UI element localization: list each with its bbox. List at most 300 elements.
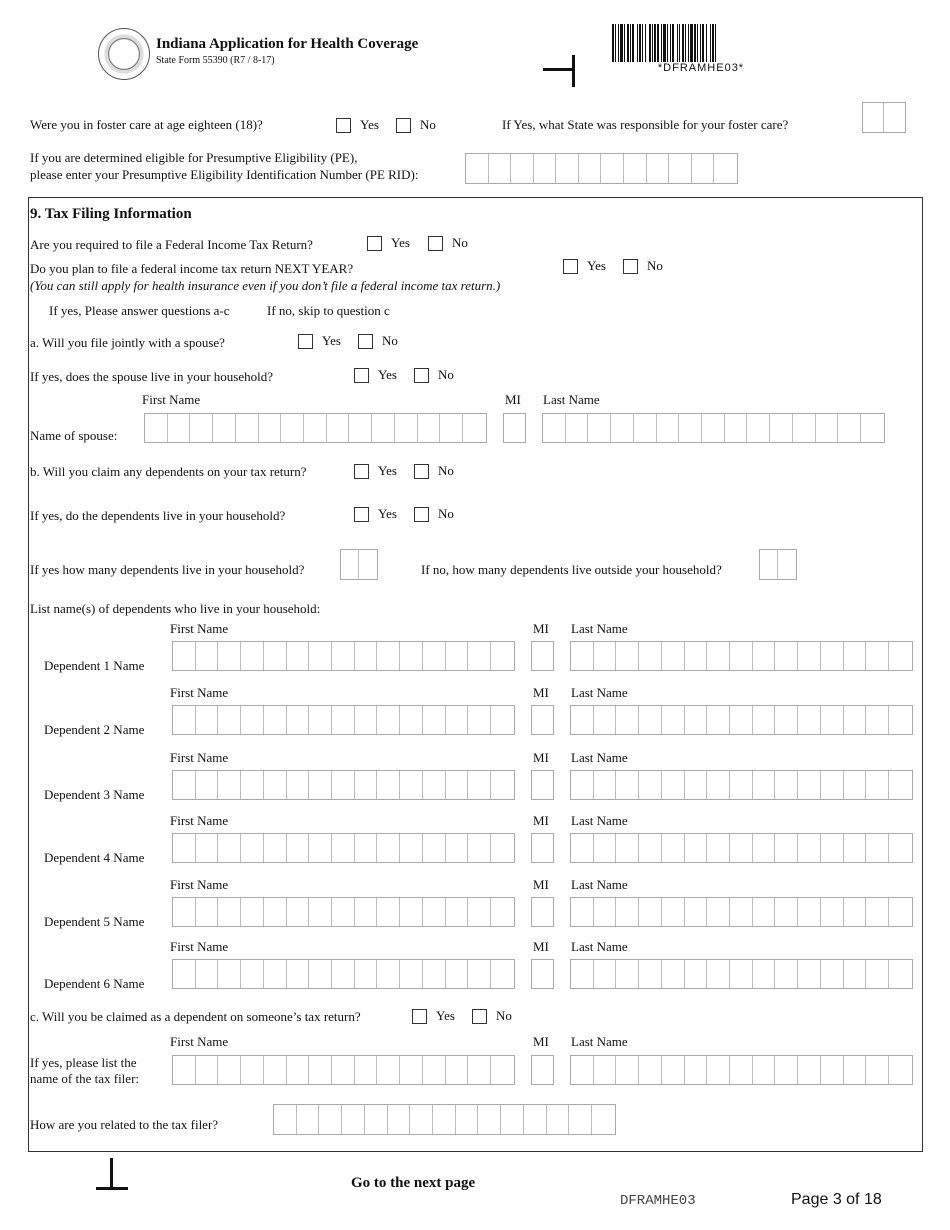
letter-cell[interactable] (532, 771, 553, 799)
letter-cell[interactable] (395, 414, 418, 442)
dependent-6-first-name-field[interactable] (172, 959, 515, 989)
filer-mi-field[interactable] (531, 1055, 554, 1085)
letter-cell[interactable] (753, 898, 776, 926)
letter-cell[interactable] (418, 414, 441, 442)
dependent-6-mi-field[interactable] (531, 959, 554, 989)
letter-cell[interactable] (332, 706, 355, 734)
dependent-5-last-name-field[interactable] (570, 897, 913, 927)
letter-cell[interactable] (241, 706, 264, 734)
letter-cell[interactable] (685, 898, 708, 926)
letter-cell[interactable] (863, 103, 884, 132)
letter-cell[interactable] (730, 834, 753, 862)
letter-cell[interactable] (173, 1056, 196, 1084)
letter-cell[interactable] (702, 414, 725, 442)
letter-cell[interactable] (423, 1056, 446, 1084)
letter-cell[interactable] (579, 154, 602, 183)
letter-cell[interactable] (821, 706, 844, 734)
letter-cell[interactable] (173, 706, 196, 734)
letter-cell[interactable] (309, 642, 332, 670)
foster-care-no-checkbox[interactable] (396, 118, 411, 133)
letter-cell[interactable] (534, 154, 557, 183)
letter-cell[interactable] (634, 414, 657, 442)
letter-cell[interactable] (532, 706, 553, 734)
letter-cell[interactable] (639, 706, 662, 734)
letter-cell[interactable] (639, 898, 662, 926)
letter-cell[interactable] (662, 1056, 685, 1084)
letter-cell[interactable] (309, 960, 332, 988)
letter-cell[interactable] (377, 706, 400, 734)
claim-dependents-yes-checkbox[interactable] (354, 464, 369, 479)
letter-cell[interactable] (730, 1056, 753, 1084)
dependent-4-first-name-field[interactable] (172, 833, 515, 863)
letter-cell[interactable] (241, 898, 264, 926)
letter-cell[interactable] (241, 771, 264, 799)
letter-cell[interactable] (196, 706, 219, 734)
letter-cell[interactable] (866, 960, 889, 988)
letter-cell[interactable] (571, 898, 594, 926)
letter-cell[interactable] (489, 154, 512, 183)
letter-cell[interactable] (821, 834, 844, 862)
letter-cell[interactable] (543, 414, 566, 442)
letter-cell[interactable] (173, 960, 196, 988)
letter-cell[interactable] (532, 960, 553, 988)
letter-cell[interactable] (662, 960, 685, 988)
letter-cell[interactable] (218, 834, 241, 862)
letter-cell[interactable] (844, 642, 867, 670)
letter-cell[interactable] (332, 1056, 355, 1084)
letter-cell[interactable] (889, 898, 912, 926)
relationship-field[interactable] (273, 1104, 616, 1135)
letter-cell[interactable] (491, 898, 514, 926)
letter-cell[interactable] (798, 771, 821, 799)
letter-cell[interactable] (423, 960, 446, 988)
dependent-4-mi-field[interactable] (531, 833, 554, 863)
filer-last-name-field[interactable] (570, 1055, 913, 1085)
letter-cell[interactable] (611, 414, 634, 442)
letter-cell[interactable] (616, 1056, 639, 1084)
letter-cell[interactable] (468, 706, 491, 734)
letter-cell[interactable] (287, 771, 310, 799)
letter-cell[interactable] (304, 414, 327, 442)
letter-cell[interactable] (491, 960, 514, 988)
foster-state-field[interactable] (862, 102, 906, 133)
letter-cell[interactable] (571, 834, 594, 862)
letter-cell[interactable] (491, 834, 514, 862)
letter-cell[interactable] (241, 960, 264, 988)
letter-cell[interactable] (821, 771, 844, 799)
letter-cell[interactable] (342, 1105, 365, 1134)
dependent-5-first-name-field[interactable] (172, 897, 515, 927)
letter-cell[interactable] (377, 960, 400, 988)
letter-cell[interactable] (446, 898, 469, 926)
jointly-yes-checkbox[interactable] (298, 334, 313, 349)
filer-first-name-field[interactable] (172, 1055, 515, 1085)
letter-cell[interactable] (685, 1056, 708, 1084)
letter-cell[interactable] (372, 414, 395, 442)
letter-cell[interactable] (639, 642, 662, 670)
letter-cell[interactable] (218, 642, 241, 670)
dependent-4-last-name-field[interactable] (570, 833, 913, 863)
letter-cell[interactable] (446, 1056, 469, 1084)
claimed-yes-checkbox[interactable] (412, 1009, 427, 1024)
letter-cell[interactable] (446, 771, 469, 799)
letter-cell[interactable] (588, 414, 611, 442)
letter-cell[interactable] (264, 834, 287, 862)
letter-cell[interactable] (747, 414, 770, 442)
letter-cell[interactable] (241, 642, 264, 670)
dependent-3-mi-field[interactable] (531, 770, 554, 800)
letter-cell[interactable] (866, 771, 889, 799)
letter-cell[interactable] (616, 898, 639, 926)
spouse-first-name-field[interactable] (144, 413, 487, 443)
letter-cell[interactable] (707, 898, 730, 926)
dependent-2-first-name-field[interactable] (172, 705, 515, 735)
letter-cell[interactable] (571, 706, 594, 734)
letter-cell[interactable] (355, 642, 378, 670)
dependent-3-last-name-field[interactable] (570, 770, 913, 800)
letter-cell[interactable] (332, 960, 355, 988)
letter-cell[interactable] (532, 898, 553, 926)
letter-cell[interactable] (196, 834, 219, 862)
letter-cell[interactable] (468, 898, 491, 926)
letter-cell[interactable] (616, 642, 639, 670)
letter-cell[interactable] (889, 834, 912, 862)
letter-cell[interactable] (821, 642, 844, 670)
letter-cell[interactable] (821, 1056, 844, 1084)
letter-cell[interactable] (400, 898, 423, 926)
letter-cell[interactable] (196, 771, 219, 799)
letter-cell[interactable] (218, 898, 241, 926)
claimed-no-checkbox[interactable] (472, 1009, 487, 1024)
letter-cell[interactable] (168, 414, 191, 442)
letter-cell[interactable] (753, 771, 776, 799)
dependent-5-mi-field[interactable] (531, 897, 554, 927)
dependent-2-mi-field[interactable] (531, 705, 554, 735)
letter-cell[interactable] (456, 1105, 479, 1134)
letter-cell[interactable] (532, 1056, 553, 1084)
letter-cell[interactable] (616, 771, 639, 799)
letter-cell[interactable] (685, 706, 708, 734)
letter-cell[interactable] (504, 414, 525, 442)
letter-cell[interactable] (571, 960, 594, 988)
letter-cell[interactable] (463, 414, 486, 442)
letter-cell[interactable] (770, 414, 793, 442)
letter-cell[interactable] (264, 642, 287, 670)
letter-cell[interactable] (775, 960, 798, 988)
letter-cell[interactable] (287, 1056, 310, 1084)
letter-cell[interactable] (377, 898, 400, 926)
letter-cell[interactable] (196, 898, 219, 926)
letter-cell[interactable] (218, 771, 241, 799)
letter-cell[interactable] (264, 898, 287, 926)
letter-cell[interactable] (287, 642, 310, 670)
letter-cell[interactable] (446, 642, 469, 670)
letter-cell[interactable] (287, 898, 310, 926)
letter-cell[interactable] (501, 1105, 524, 1134)
letter-cell[interactable] (775, 706, 798, 734)
letter-cell[interactable] (241, 1056, 264, 1084)
letter-cell[interactable] (861, 414, 884, 442)
letter-cell[interactable] (647, 154, 670, 183)
letter-cell[interactable] (669, 154, 692, 183)
letter-cell[interactable] (821, 898, 844, 926)
letter-cell[interactable] (798, 706, 821, 734)
letter-cell[interactable] (730, 642, 753, 670)
letter-cell[interactable] (798, 960, 821, 988)
letter-cell[interactable] (218, 1056, 241, 1084)
letter-cell[interactable] (532, 642, 553, 670)
letter-cell[interactable] (662, 771, 685, 799)
letter-cell[interactable] (423, 642, 446, 670)
letter-cell[interactable] (309, 771, 332, 799)
letter-cell[interactable] (594, 642, 617, 670)
letter-cell[interactable] (213, 414, 236, 442)
letter-cell[interactable] (491, 1056, 514, 1084)
letter-cell[interactable] (730, 706, 753, 734)
letter-cell[interactable] (491, 642, 514, 670)
letter-cell[interactable] (355, 960, 378, 988)
letter-cell[interactable] (798, 642, 821, 670)
letter-cell[interactable] (468, 1056, 491, 1084)
letter-cell[interactable] (639, 834, 662, 862)
letter-cell[interactable] (753, 642, 776, 670)
letter-cell[interactable] (355, 706, 378, 734)
letter-cell[interactable] (236, 414, 259, 442)
letter-cell[interactable] (594, 960, 617, 988)
letter-cell[interactable] (571, 771, 594, 799)
letter-cell[interactable] (707, 642, 730, 670)
letter-cell[interactable] (468, 642, 491, 670)
letter-cell[interactable] (821, 960, 844, 988)
letter-cell[interactable] (274, 1105, 297, 1134)
letter-cell[interactable] (349, 414, 372, 442)
letter-cell[interactable] (218, 960, 241, 988)
letter-cell[interactable] (707, 706, 730, 734)
dependent-1-last-name-field[interactable] (570, 641, 913, 671)
letter-cell[interactable] (844, 706, 867, 734)
dependent-6-last-name-field[interactable] (570, 959, 913, 989)
letter-cell[interactable] (601, 154, 624, 183)
letter-cell[interactable] (793, 414, 816, 442)
letter-cell[interactable] (753, 960, 776, 988)
letter-cell[interactable] (592, 1105, 615, 1134)
letter-cell[interactable] (547, 1105, 570, 1134)
spouse-household-yes-checkbox[interactable] (354, 368, 369, 383)
letter-cell[interactable] (297, 1105, 320, 1134)
letter-cell[interactable] (532, 834, 553, 862)
letter-cell[interactable] (639, 960, 662, 988)
letter-cell[interactable] (844, 1056, 867, 1084)
letter-cell[interactable] (798, 1056, 821, 1084)
letter-cell[interactable] (440, 414, 463, 442)
letter-cell[interactable] (309, 898, 332, 926)
spouse-last-name-field[interactable] (542, 413, 885, 443)
letter-cell[interactable] (730, 898, 753, 926)
letter-cell[interactable] (491, 706, 514, 734)
letter-cell[interactable] (594, 771, 617, 799)
letter-cell[interactable] (264, 706, 287, 734)
letter-cell[interactable] (365, 1105, 388, 1134)
letter-cell[interactable] (400, 1056, 423, 1084)
letter-cell[interactable] (145, 414, 168, 442)
letter-cell[interactable] (332, 834, 355, 862)
letter-cell[interactable] (468, 960, 491, 988)
letter-cell[interactable] (173, 642, 196, 670)
letter-cell[interactable] (332, 898, 355, 926)
letter-cell[interactable] (866, 834, 889, 862)
required-yes-checkbox[interactable] (367, 236, 382, 251)
letter-cell[interactable] (798, 834, 821, 862)
letter-cell[interactable] (355, 898, 378, 926)
dependents-household-no-checkbox[interactable] (414, 507, 429, 522)
letter-cell[interactable] (798, 898, 821, 926)
how-many-outside-field[interactable] (759, 549, 797, 580)
letter-cell[interactable] (571, 1056, 594, 1084)
letter-cell[interactable] (594, 834, 617, 862)
letter-cell[interactable] (355, 834, 378, 862)
letter-cell[interactable] (775, 898, 798, 926)
letter-cell[interactable] (775, 771, 798, 799)
letter-cell[interactable] (377, 642, 400, 670)
letter-cell[interactable] (319, 1105, 342, 1134)
letter-cell[interactable] (662, 834, 685, 862)
letter-cell[interactable] (571, 642, 594, 670)
letter-cell[interactable] (173, 771, 196, 799)
letter-cell[interactable] (685, 960, 708, 988)
letter-cell[interactable] (775, 1056, 798, 1084)
letter-cell[interactable] (844, 834, 867, 862)
letter-cell[interactable] (478, 1105, 501, 1134)
letter-cell[interactable] (889, 1056, 912, 1084)
letter-cell[interactable] (287, 834, 310, 862)
letter-cell[interactable] (844, 960, 867, 988)
letter-cell[interactable] (264, 1056, 287, 1084)
letter-cell[interactable] (639, 1056, 662, 1084)
letter-cell[interactable] (259, 414, 282, 442)
letter-cell[interactable] (327, 414, 350, 442)
letter-cell[interactable] (468, 834, 491, 862)
letter-cell[interactable] (616, 706, 639, 734)
next-year-yes-checkbox[interactable] (563, 259, 578, 274)
letter-cell[interactable] (775, 834, 798, 862)
letter-cell[interactable] (566, 414, 589, 442)
letter-cell[interactable] (707, 960, 730, 988)
letter-cell[interactable] (685, 834, 708, 862)
letter-cell[interactable] (423, 834, 446, 862)
letter-cell[interactable] (264, 960, 287, 988)
letter-cell[interactable] (866, 1056, 889, 1084)
letter-cell[interactable] (218, 706, 241, 734)
letter-cell[interactable] (685, 771, 708, 799)
letter-cell[interactable] (491, 771, 514, 799)
letter-cell[interactable] (196, 960, 219, 988)
letter-cell[interactable] (685, 642, 708, 670)
letter-cell[interactable] (569, 1105, 592, 1134)
letter-cell[interactable] (468, 771, 491, 799)
letter-cell[interactable] (889, 642, 912, 670)
dependent-3-first-name-field[interactable] (172, 770, 515, 800)
letter-cell[interactable] (866, 642, 889, 670)
letter-cell[interactable] (355, 1056, 378, 1084)
letter-cell[interactable] (692, 154, 715, 183)
letter-cell[interactable] (866, 706, 889, 734)
letter-cell[interactable] (446, 834, 469, 862)
letter-cell[interactable] (173, 834, 196, 862)
letter-cell[interactable] (730, 771, 753, 799)
letter-cell[interactable] (466, 154, 489, 183)
letter-cell[interactable] (616, 960, 639, 988)
letter-cell[interactable] (524, 1105, 547, 1134)
letter-cell[interactable] (377, 834, 400, 862)
letter-cell[interactable] (400, 960, 423, 988)
letter-cell[interactable] (844, 898, 867, 926)
dependent-1-mi-field[interactable] (531, 641, 554, 671)
letter-cell[interactable] (657, 414, 680, 442)
pe-rid-field[interactable] (465, 153, 738, 184)
letter-cell[interactable] (423, 771, 446, 799)
jointly-no-checkbox[interactable] (358, 334, 373, 349)
letter-cell[interactable] (775, 642, 798, 670)
next-year-no-checkbox[interactable] (623, 259, 638, 274)
letter-cell[interactable] (446, 960, 469, 988)
letter-cell[interactable] (679, 414, 702, 442)
letter-cell[interactable] (400, 834, 423, 862)
letter-cell[interactable] (816, 414, 839, 442)
letter-cell[interactable] (714, 154, 737, 183)
letter-cell[interactable] (753, 834, 776, 862)
letter-cell[interactable] (889, 706, 912, 734)
letter-cell[interactable] (309, 834, 332, 862)
letter-cell[interactable] (423, 898, 446, 926)
letter-cell[interactable] (377, 771, 400, 799)
foster-care-yes-checkbox[interactable] (336, 118, 351, 133)
letter-cell[interactable] (753, 706, 776, 734)
dependent-1-first-name-field[interactable] (172, 641, 515, 671)
letter-cell[interactable] (884, 103, 905, 132)
letter-cell[interactable] (388, 1105, 411, 1134)
letter-cell[interactable] (624, 154, 647, 183)
letter-cell[interactable] (730, 960, 753, 988)
dependents-household-yes-checkbox[interactable] (354, 507, 369, 522)
letter-cell[interactable] (359, 550, 377, 579)
letter-cell[interactable] (196, 642, 219, 670)
dependent-2-last-name-field[interactable] (570, 705, 913, 735)
letter-cell[interactable] (838, 414, 861, 442)
spouse-household-no-checkbox[interactable] (414, 368, 429, 383)
letter-cell[interactable] (190, 414, 213, 442)
letter-cell[interactable] (707, 834, 730, 862)
letter-cell[interactable] (594, 1056, 617, 1084)
letter-cell[interactable] (173, 898, 196, 926)
letter-cell[interactable] (423, 706, 446, 734)
letter-cell[interactable] (433, 1105, 456, 1134)
letter-cell[interactable] (616, 834, 639, 862)
letter-cell[interactable] (594, 706, 617, 734)
letter-cell[interactable] (196, 1056, 219, 1084)
letter-cell[interactable] (866, 898, 889, 926)
letter-cell[interactable] (889, 960, 912, 988)
letter-cell[interactable] (778, 550, 796, 579)
letter-cell[interactable] (446, 706, 469, 734)
letter-cell[interactable] (753, 1056, 776, 1084)
letter-cell[interactable] (281, 414, 304, 442)
letter-cell[interactable] (662, 642, 685, 670)
letter-cell[interactable] (662, 706, 685, 734)
letter-cell[interactable] (332, 771, 355, 799)
letter-cell[interactable] (725, 414, 748, 442)
claim-dependents-no-checkbox[interactable] (414, 464, 429, 479)
letter-cell[interactable] (639, 771, 662, 799)
